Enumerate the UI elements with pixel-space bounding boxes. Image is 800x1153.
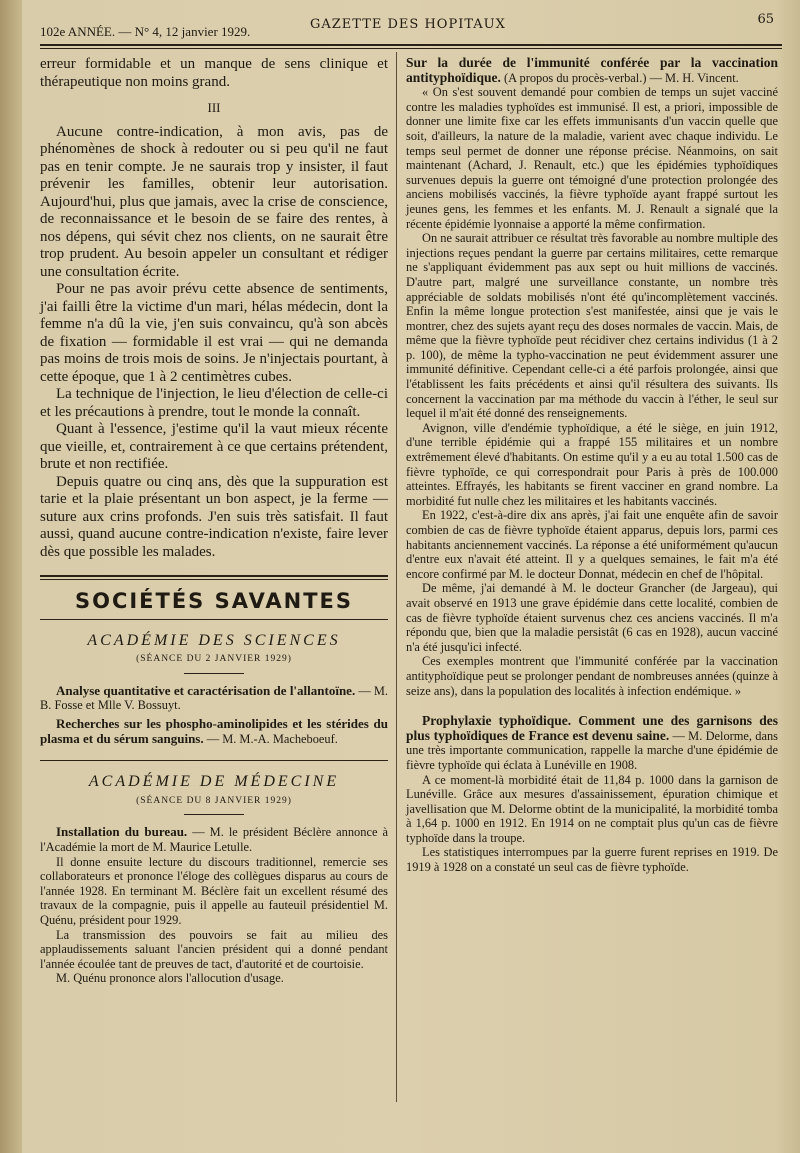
seance-date: (SÉANCE DU 8 JANVIER 1929) <box>136 795 292 806</box>
paragraph: Il donne ensuite lecture du discours traditionnel, remercie ses collaborateurs et prononce l'éloge des collègues disparus au cours de l'année 1928. En terminant M. Béclère fait un excellent résumé des travaux de la compagnie, puis il appelle au fauteuil présidentiel M. Quénu, président pour 1929. <box>40 854 388 927</box>
paragraph: Depuis quatre ou cinq ans, dès que la suppuration est tarie et la plaie présentant un bon aspect, je la ferme — suture aux crins profonds. J'en suis très satisfait. Il faut aussi, quand aucune contre-indication n'existe, faire lever dès que possible les malades. <box>40 473 388 560</box>
paragraph: En 1922, c'est-à-dire dix ans après, j'ai fait une enquête afin de savoir combien de cas de fièvre typhoïde étaient apparus, depuis lors, parmi ces habitants anciennement vaccinés. La réponse a été uniformément qu'aucun d'entre eux n'avait été atteint. Il y a quelques semaines, le fait m'a été encore confirmé par M. le docteur Donnat, médecin en chef de l'hôpital. <box>406 508 778 581</box>
paragraph: « On s'est souvent demandé pour combien de temps un sujet vacciné contre les maladies typhoïdes est immunisé. Il est, a priori, impossible de donner une limite fixe car les effets immunisants d'un vaccin quelle que soit, d'ailleurs, la nature de la maladie, varient avec chaque individu. Le temps seul permet de donner une réponse précise. Néanmoins, on sait maintenant (Achard, J. Renault, etc.) que les épidémies typhoïdiques survenues depuis la guerre ont témoigné d'une protection prolongée des anciens mobilisés vaccinés, la fièvre typhoïde ayant frappé surtout les jeunes gens, les femmes et les enfants. M. J. Renault a signalé que la récente épidémie lyonnaise a apporté la même confirmation. <box>406 85 778 231</box>
article-heading <box>406 56 778 85</box>
paragraph: Quant à l'essence, j'estime qu'il la vaut mieux récente que vieille, et, contrairement à ce que certains prétendent, brute et non rectifiée. <box>40 421 388 473</box>
article-title: Prophylaxie typhoïdique. Comment une des garnisons des plus typhoïdiques de France est devenu saine. <box>406 713 778 743</box>
article-title: Sur la durée de l'immunité conférée par la vaccination antityphoïdique. <box>406 55 778 85</box>
lead-text: erreur formidable et un manque de sens clinique et thérapeutique non moins grand. <box>40 56 388 90</box>
paragraph: Aucune contre-indication, à mon avis, pas de phénomènes de shock à redouter ou si peu qu'il ne faut pas en tenir compte. Je ne saurais trop y insister, il faut prévenir les familles, obtenir leur autorisation. Aujourd'hui, plus que jamais, avec la crise de conscience, de reconnaissance et le besoin de se faire des rentes, à nos dépens, qui sévit chez nos clients, on ne saurait être trop prudent. Au besoin appeler un consultant et rédiger une consultation écrite. <box>40 123 388 280</box>
right-column <box>406 56 778 875</box>
page-spine <box>0 0 22 1153</box>
section-double-rule <box>40 575 388 580</box>
installation-paragraph <box>40 825 388 854</box>
article-subtitle: (A propos du procès-verbal.) — M. H. Vincent. <box>500 70 739 85</box>
header-issue: 102e ANNÉE. — N° 4, 12 janvier 1929. <box>40 24 251 39</box>
header-journal-title: GAZETTE DES HOPITAUX <box>310 17 506 32</box>
paragraph: La technique de l'injection, le lieu d'élection de celle-ci et les précautions à prendre, tout le monde la connaît. <box>40 386 388 420</box>
paragraph: Ces exemples montrent que l'immunité conférée par la vaccination antityphoïdique peut se prolonger pendant de nombreuses années (quinze à seize ans), dans la population des localités à infection endémique. » <box>406 654 778 698</box>
section-rule <box>40 619 388 620</box>
item-title: Analyse quantitative et caractérisation de l'allantoïne. <box>56 682 356 698</box>
sciences-item <box>40 684 388 713</box>
section-rule <box>40 760 388 761</box>
item-authors: — M. M.-A. Macheboeuf. <box>206 731 338 746</box>
paragraph: De même, j'ai demandé à M. le docteur Grancher (de Jargeau), qui avait observé en 1913 une grave épidémie dans cette localité, combien de cas de fièvre typhoïde étaient survenus chez ces anciens vaccinés. Il m'a répondu que, bien que la maladie persistât (6 cas en 1928), aucun vacciné n'a été jusqu'ici infecté. <box>406 581 778 654</box>
paragraph: M. Quénu prononce alors l'allocution d'usage. <box>56 971 284 986</box>
short-rule <box>184 814 244 815</box>
societes-savantes-heading: SOCIÉTÉS SAVANTES <box>74 589 354 614</box>
article-subtitle: — M. Delorme, dans une très importante communication, rappelle la marche d'une épidémie de fièvre typhoïde qui éclata à Lunéville en 1908. <box>406 728 778 772</box>
column-divider <box>396 52 397 1102</box>
item-authors: — M. B. Fosse et Mlle V. Bossuyt. <box>40 683 389 713</box>
sciences-item <box>40 717 388 746</box>
section-number: III <box>207 100 221 115</box>
left-column <box>40 56 388 986</box>
article-heading <box>406 714 778 772</box>
body-paragraphs <box>40 124 388 562</box>
academie-medecine-heading: ACADÉMIE DE MÉDECINE <box>88 773 340 791</box>
seance-date: (SÉANCE DU 2 JANVIER 1929) <box>136 654 292 665</box>
academie-sciences-heading: ACADÉMIE DES SCIENCES <box>87 631 341 649</box>
paragraph: Pour ne pas avoir prévu cette absence de sentiments, j'ai failli être la victime d'un mari, hélas médecin, dont la femme n'a dû la vie, j'en suis convaincu, qu'à son abcès de fixation — formidable il est vrai — qui ne demanda pas moins de trois mois de soins. Je n'injectais pourtant, à cette époque, que 1 à 2 centimètres cubes. <box>40 281 388 385</box>
short-rule <box>184 673 244 674</box>
header-rule <box>40 44 782 46</box>
installation-title: Installation du bureau. <box>56 824 188 840</box>
installation-text: — M. le président Béclère annonce à l'Académie la mort de M. Maurice Letulle. <box>40 825 388 855</box>
paragraph: A ce moment-là morbidité était de 11,84 p. 1000 dans la garnison de Lunéville. Grâce aux mesures d'assainissement, épuration chimique et javellisation que M. Delorme obtint de la municipalité, la morbidité tomba à 1,64 p. 1000 en 1912. En 1914 on ne comptait plus qu'un cas de fièvre typhoïde dans la troupe. <box>406 772 778 845</box>
spacer <box>406 698 778 714</box>
page-header <box>40 12 780 42</box>
paragraph: La transmission des pouvoirs se fait au milieu des applaudissements saluant l'ancien président qui a donné pendant l'année écoulée tant de preuves de tact, d'autorité et de courtoisie. <box>40 927 388 971</box>
paragraph: Avignon, ville d'endémie typhoïdique, a été le siège, en juin 1912, d'une terrible épidémie qui a frappé 155 militaires et un nombre extrêmement élevé d'habitants. On estime qu'il y a eu au total 1.500 cas de fièvre typhoïde, ce qui correspondrait pour Paris à près de 100.000 atteintes. Effrayés, les habitants se firent vacciner en grand nombre. La morbidité fut nulle chez les militaires et les habitants vaccinés. <box>406 420 778 508</box>
page-number: 65 <box>757 12 774 27</box>
item-title: Recherches sur les phospho-aminolipides et les stérides du plasma et du sérum sanguins. <box>40 716 388 746</box>
lead-paragraph <box>40 56 388 91</box>
paragraph: Les statistiques interrompues par la guerre furent reprises en 1919. De 1919 à 1928 on a constaté un seul cas de fièvre typhoïde. <box>406 845 778 875</box>
paragraph: On ne saurait attribuer ce résultat très favorable au nombre multiple des injections reçues pendant la guerre par certains militaires, cette remarque ne s'appliquant évidemment pas aux sept ou huit millions de vaccinés. D'autre part, malgré une surveillance constante, un nombre très appréciable de soldats mobilisés n'ont été qu'incomplètement vaccinés. Enfin la même longue protection s'est manifestée, ainsi que je vais le montrer, chez des sujets ayant reçu des doses normales de vaccin. Mais, de même que la fièvre typhoïde peut récidiver chez certains individus (1 à 2 p. 100), de même la typho-vaccination ne peut évidemment assurer une immunité définitive. Cependant celle-ci a été parfois prolongée, ainsi que l'établissent les faits précédents et ainsi qu'il résultera des suivants. Ils concernent la vaccination par ma méthode du vaccin à l'éther, le seul sur lequel il m'ait été donné des renseignements. <box>406 231 778 421</box>
header-rule-thin <box>40 48 782 49</box>
